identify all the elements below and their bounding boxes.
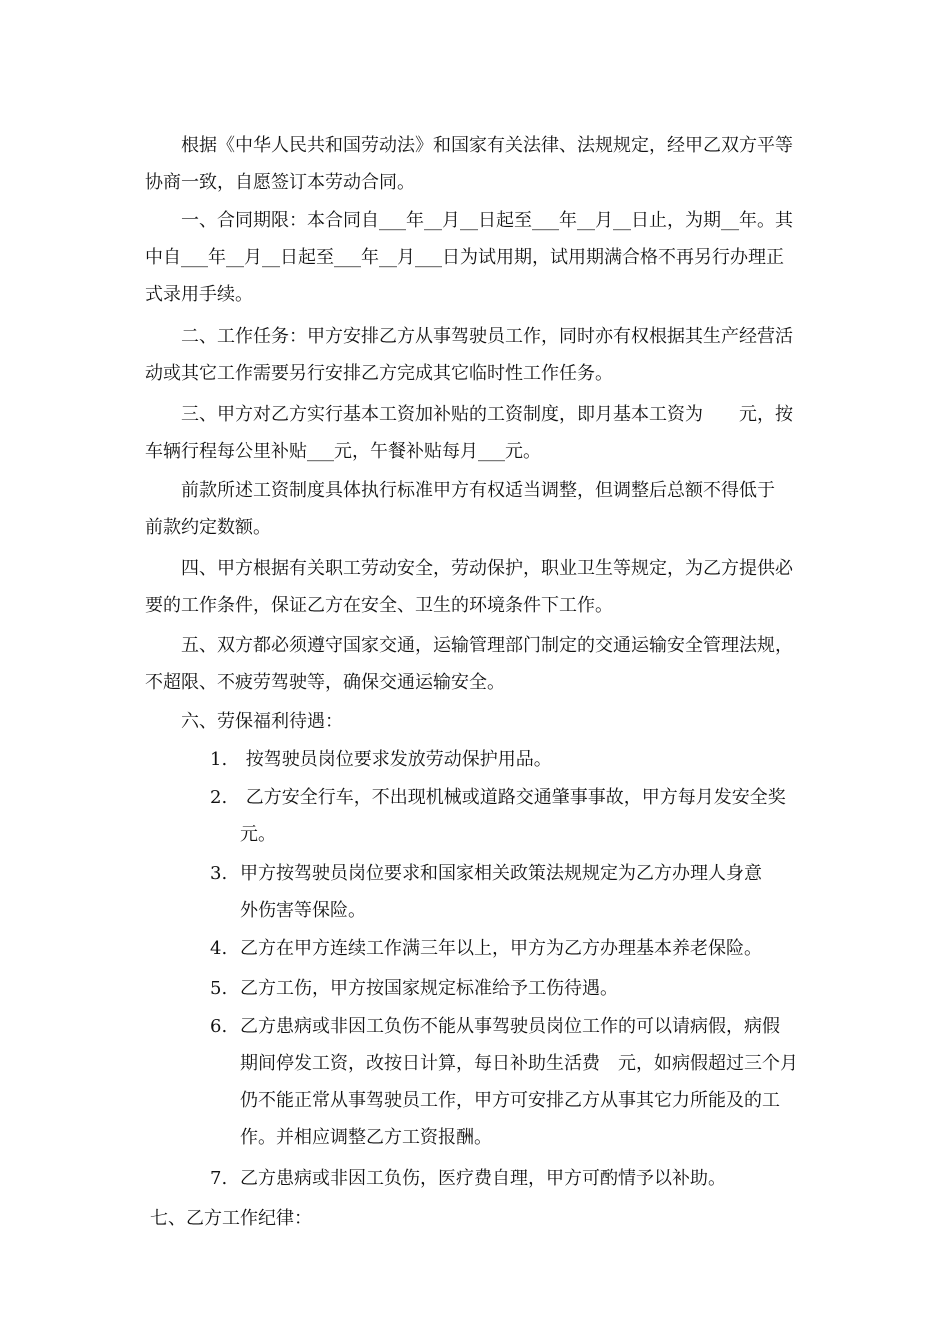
list-item-text: 乙方在甲方连续工作满三年以上，甲方为乙方办理基本养老保险。 xyxy=(240,938,762,959)
list-item-text: 乙方安全行车，不出现机械或道路交通肇事事故，甲方每月发安全奖 xyxy=(240,787,786,808)
intro-line-2: 协商一致，自愿签订本劳动合同。 xyxy=(145,172,415,193)
wage-note-line-2: 前款约定数额。 xyxy=(145,517,271,538)
list-item-continuation: 元。 xyxy=(240,824,276,845)
paragraph-wage-note xyxy=(145,472,815,546)
paragraph-safety xyxy=(145,550,815,624)
welfare-item-3 xyxy=(210,855,815,929)
list-number: 6. xyxy=(210,1016,228,1037)
safety-line-1: 四、甲方根据有关职工劳动安全，劳动保护，职业卫生等规定，为乙方提供必 xyxy=(145,558,793,579)
traffic-line-2: 不超限、不疲劳驾驶等，确保交通运输安全。 xyxy=(145,672,505,693)
welfare-item-6 xyxy=(210,1008,815,1156)
list-item-text: 乙方患病或非因工负伤，医疗费自理，甲方可酌情予以补助。 xyxy=(240,1168,726,1189)
welfare-item-2 xyxy=(210,779,815,853)
list-item-text: 乙方患病或非因工负伤不能从事驾驶员岗位工作的可以请病假，病假 xyxy=(240,1016,780,1037)
paragraph-work-task xyxy=(145,318,815,392)
term-line-3: 式录用手续。 xyxy=(145,284,253,305)
paragraph-intro xyxy=(145,127,815,201)
intro-line-1: 根据《中华人民共和国劳动法》和国家有关法律、法规规定，经甲乙双方平等 xyxy=(145,135,793,156)
list-item-text: 甲方按驾驶员岗位要求和国家相关政策法规规定为乙方办理人身意 xyxy=(240,863,762,884)
term-line-1: 一、合同期限：本合同自___年__月__日起至___年__月__日止，为期__年。其 xyxy=(145,210,793,231)
discipline-heading: 七、乙方工作纪律： xyxy=(150,1208,312,1229)
task-line-2: 动或其它工作需要另行安排乙方完成其它临时性工作任务。 xyxy=(145,363,613,384)
welfare-item-5 xyxy=(210,970,815,1007)
list-item-text: 乙方工伤，甲方按国家规定标准给予工伤待遇。 xyxy=(240,978,618,999)
list-number: 5. xyxy=(210,978,228,999)
paragraph-contract-term xyxy=(145,202,815,313)
wage-line-1: 三、甲方对乙方实行基本工资加补贴的工资制度，即月基本工资为 元，按 xyxy=(145,404,793,425)
wage-note-line-1: 前款所述工资制度具体执行标准甲方有权适当调整，但调整后总额不得低于 xyxy=(145,480,775,501)
traffic-line-1: 五、双方都必须遵守国家交通，运输管理部门制定的交通运输安全管理法规， xyxy=(145,635,793,656)
welfare-item-1 xyxy=(210,741,815,778)
list-number: 4. xyxy=(210,938,228,959)
list-item-continuation: 仍不能正常从事驾驶员工作，甲方可安排乙方从事其它力所能及的工 xyxy=(240,1090,780,1111)
safety-line-2: 要的工作条件，保证乙方在安全、卫生的环境条件下工作。 xyxy=(145,595,613,616)
list-item-continuation: 期间停发工资，改按日计算，每日补助生活费 元，如病假超过三个月 xyxy=(240,1053,798,1074)
term-line-2: 中自___年__月__日起至___年__月___日为试用期，试用期满合格不再另行办理正 xyxy=(145,247,784,268)
list-number: 1. xyxy=(210,749,228,770)
wage-line-2: 车辆行程每公里补贴___元，午餐补贴每月___元。 xyxy=(145,441,541,462)
task-line-1: 二、工作任务：甲方安排乙方从事驾驶员工作，同时亦有权根据其生产经营活 xyxy=(145,326,793,347)
paragraph-traffic-safety xyxy=(145,627,815,701)
list-item-text: 按驾驶员岗位要求发放劳动保护用品。 xyxy=(240,749,552,770)
list-number: 2. xyxy=(210,787,228,808)
welfare-item-4 xyxy=(210,930,815,967)
welfare-item-7 xyxy=(210,1160,815,1197)
list-item-continuation: 外伤害等保险。 xyxy=(240,900,366,921)
list-item-continuation: 作。并相应调整乙方工资报酬。 xyxy=(240,1127,492,1148)
list-number: 3. xyxy=(210,863,228,884)
list-number: 7. xyxy=(210,1168,228,1189)
paragraph-wage xyxy=(145,396,815,470)
welfare-heading: 六、劳保福利待遇： xyxy=(145,711,343,732)
